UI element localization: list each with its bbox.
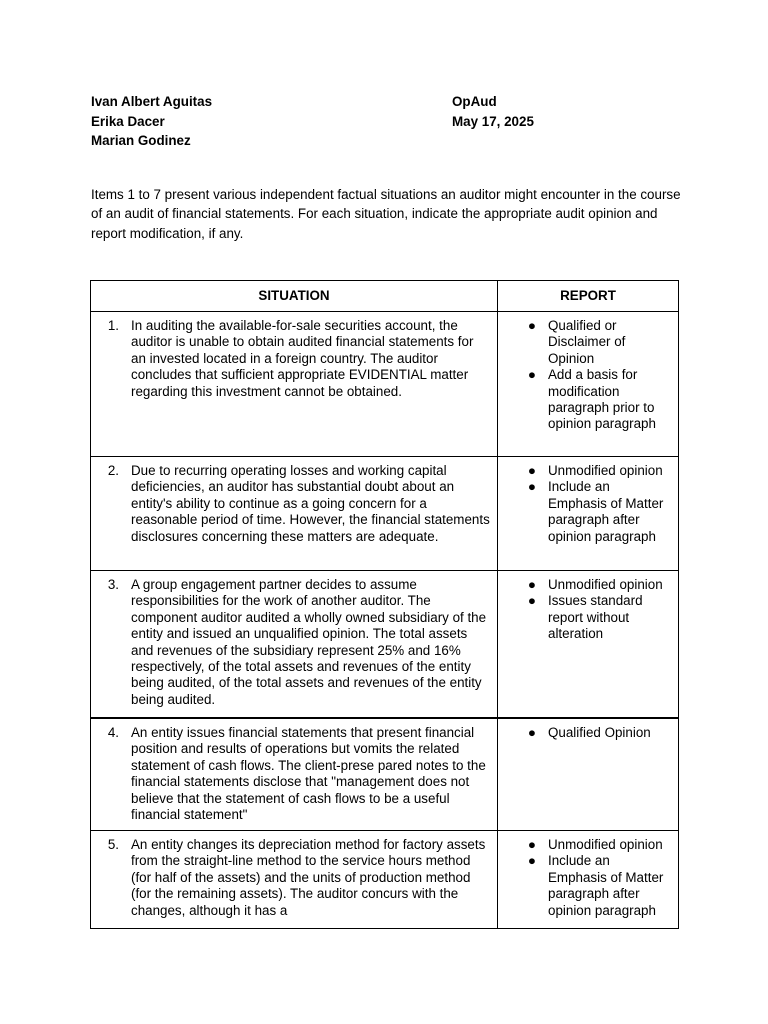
bullet-icon: ●: [527, 479, 536, 495]
situation-text: Due to recurring operating losses and working capital deficiencies, an auditor has substantial doubt about an entity's ability to continue as a going concern for a reasonable period of time. However, the financial statements disclosures concerning these matters are adequate.: [131, 463, 490, 544]
situation-text: An entity issues financial statements that present financial position and results of operations but vomits the related statement of cash flows. The client-prese pared notes to the financial statements disclose that "management does not believe that the statement of cash flows to be a useful financial statement": [131, 725, 486, 823]
course-name: OpAud: [452, 94, 497, 109]
report-cell: [498, 831, 679, 929]
situation-text: In auditing the available-for-sale securities account, the auditor is unable to obtain audited financial statements for an invested located in a foreign country. The auditor concludes that sufficient appropriate EVIDENTIAL matter regarding this investment cannot be obtained.: [131, 318, 474, 399]
situation-text: A group engagement partner decides to assume responsibilities for the work of another auditor. The component auditor audited a wholly owned subsidiary of the entity and issued an unqualified opinion. The total assets and revenues of the subsidiary represent 25% and 16% respectively, of the total assets and revenues of the entity being audited, of the total assets and revenues of the entity being audited.: [131, 577, 487, 707]
intro-paragraph: Items 1 to 7 present various independent factual situations an auditor might encounter in the course of an audit of financial statements. For each situation, indicate the appropriate audit opinion and report modification, if any.: [91, 187, 681, 241]
author-name: Marian Godinez: [91, 133, 191, 148]
item-number: 4.: [107, 725, 119, 740]
table-row: [91, 571, 679, 719]
report-text: Include an Emphasis of Matter paragraph after opinion paragraph: [548, 479, 664, 544]
item-number: 5.: [107, 837, 119, 852]
item-number: 3.: [107, 577, 119, 592]
situation-text: An entity changes its depreciation method for factory assets from the straight-line method to the service hours method (for half of the assets) and the units of production method (for the remaining assets). The auditor concurs with the changes, although it has a: [131, 837, 486, 918]
situation-cell: [91, 571, 498, 719]
table-row: [91, 457, 679, 571]
situation-cell: [91, 312, 498, 457]
author-name: Erika Dacer: [91, 113, 165, 129]
bullet-icon: ●: [527, 463, 536, 478]
list-item: [498, 853, 672, 919]
report-cell: [498, 571, 679, 719]
author-list: [91, 92, 431, 151]
report-text: Qualified Opinion: [548, 725, 651, 740]
table-row: [91, 312, 679, 457]
list-item: [498, 725, 672, 741]
table-header-row: [91, 281, 679, 312]
situation-header: SITUATION: [91, 281, 498, 312]
table-row: [91, 831, 679, 929]
list-item: [498, 463, 672, 479]
table-row: [91, 718, 679, 831]
report-text: Include an Emphasis of Matter paragraph after opinion paragraph: [548, 853, 664, 918]
bullet-icon: ●: [527, 593, 536, 609]
document-date: May 17, 2025: [452, 113, 534, 129]
bullet-icon: ●: [527, 837, 536, 852]
report-text: Add a basis for modification paragraph prior to opinion paragraph: [548, 367, 656, 432]
bullet-icon: ●: [527, 577, 536, 592]
situation-cell: [91, 718, 498, 831]
bullet-icon: ●: [527, 318, 536, 333]
report-text: Issues standard report without alteration: [548, 593, 643, 642]
item-number: 2.: [107, 463, 119, 478]
bullet-icon: ●: [527, 853, 536, 869]
situation-cell: [91, 457, 498, 571]
report-cell: [498, 457, 679, 571]
list-item: [498, 577, 672, 593]
list-item: [498, 593, 672, 642]
situations-table: [90, 280, 679, 929]
bullet-icon: ●: [527, 367, 536, 383]
list-item: [498, 318, 672, 367]
report-text: Qualified or Disclaimer of Opinion: [548, 318, 626, 366]
list-item: [498, 837, 672, 853]
report-text: Unmodified opinion: [548, 463, 663, 478]
report-cell: [498, 312, 679, 457]
list-item: [498, 367, 672, 433]
situation-cell: [91, 831, 498, 929]
author-name: Ivan Albert Aguitas: [91, 94, 213, 109]
report-text: Unmodified opinion: [548, 577, 663, 592]
report-text: Unmodified opinion: [548, 837, 663, 852]
bullet-icon: ●: [527, 725, 536, 740]
course-info: [452, 92, 652, 131]
report-cell: [498, 718, 679, 831]
list-item: [498, 479, 672, 545]
report-header: REPORT: [498, 281, 679, 312]
item-number: 1.: [107, 318, 119, 333]
